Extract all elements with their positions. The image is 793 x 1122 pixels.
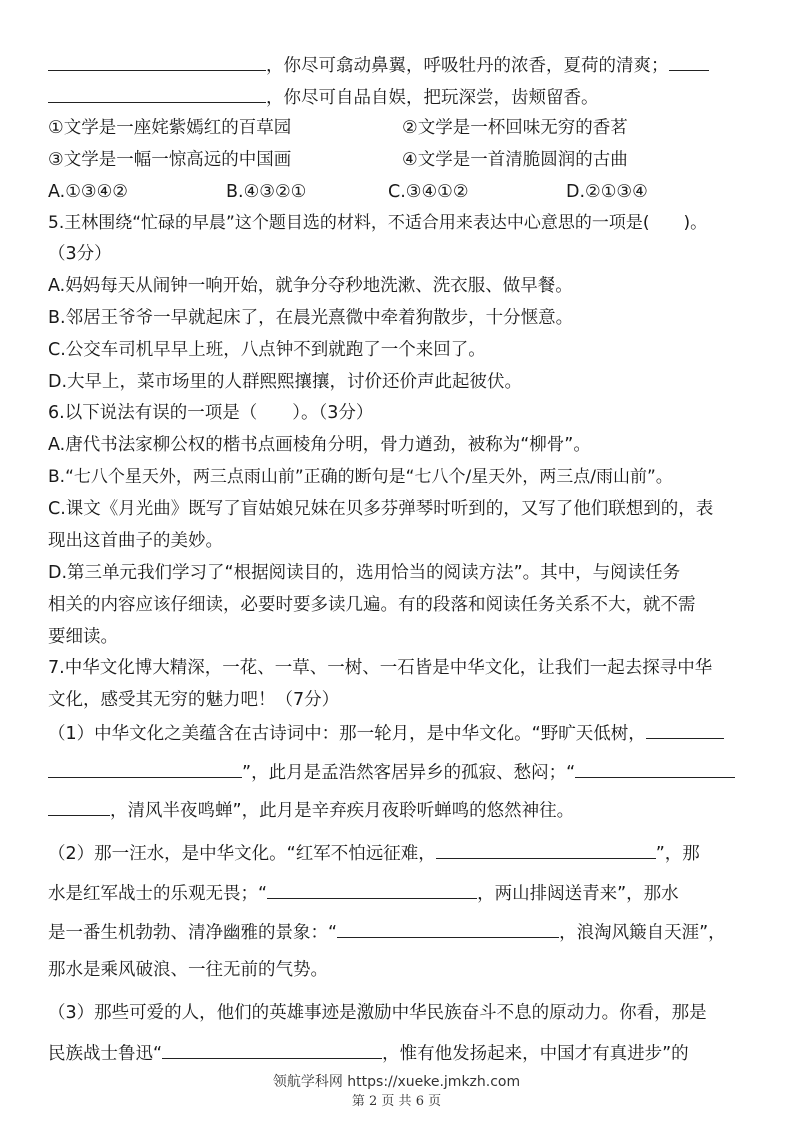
part-1-line	[48, 720, 745, 746]
footer-site: 领航学科网 https://xueke.jmkzh.com	[272, 1074, 521, 1090]
text: ，惟有他发扬起来，中国才有真进步”的	[382, 1044, 689, 1064]
text: 水是红军战士的乐观无畏；“	[48, 884, 268, 904]
answer-blank	[669, 52, 709, 71]
text-line	[48, 52, 745, 78]
question-7: 7.中华文化博大精深，一花、一草、一树、一石皆是中华文化，让我们一起去探寻中华	[48, 658, 713, 678]
q6-option-c-cont: 现出这首曲子的美妙。	[48, 531, 223, 551]
option-line	[48, 148, 745, 172]
text: ，清风半夜鸣蝉”，此月是辛弃疾月夜聆听蝉鸣的悠然神往。	[110, 801, 575, 821]
q5-option-a: A.妈妈每天从闹钟一响开始，就争分夺秒地洗漱、洗衣服、做早餐。	[48, 276, 573, 296]
answer-blank	[48, 797, 110, 816]
q6-option-c: C.课文《月光曲》既写了盲姑娘兄妹在贝多芬弹琴时听到的，又写了他们联想到的，表	[48, 499, 714, 519]
q5-option-b: B.邻居王爷爷一早就起床了，在晨光熹微中牵着狗散步，十分惬意。	[48, 308, 574, 328]
answer-blank	[337, 919, 559, 938]
option-4: ④文学是一首清脆圆润的古曲	[402, 150, 628, 170]
text: ”，此月是孟浩然客居异乡的孤寂、愁闷；“	[242, 763, 576, 783]
question-7-cont: 文化，感受其无穷的魅力吧！（7分）	[48, 690, 340, 710]
part-2-line: 那水是乘风破浪、一往无前的气势。	[48, 960, 328, 980]
answer-blank	[48, 84, 266, 103]
text: （2）那一汪水，是中华文化。“红军不怕远征难，	[48, 844, 436, 864]
question-5: 5.王林围绕“忙碌的早晨”这个题目选的材料，不适合用来表达中心意思的一项是( )。	[48, 213, 708, 233]
text: ，你尽可自品自娱，把玩深尝，齿颊留香。	[266, 88, 599, 108]
choice-c: C.③④①②	[388, 182, 469, 202]
part-2-line	[48, 919, 745, 945]
text: 民族战士鲁迅“	[48, 1044, 163, 1064]
answer-choices	[48, 180, 745, 204]
q6-option-a: A.唐代书法家柳公权的楷书点画棱角分明，骨力遒劲，被称为“柳骨”。	[48, 435, 591, 455]
question-6: 6.以下说法有误的一项是（ ）。（3分）	[48, 403, 374, 423]
option-1: ①文学是一座姹紫嫣红的百草园	[48, 118, 292, 138]
text-line	[48, 84, 745, 110]
q6-option-b: B.“七八个星天外，两三点雨山前”正确的断句是“七八个/星天外，两三点/雨山前”。	[48, 467, 673, 487]
q6-option-d: D.第三单元我们学习了“根据阅读目的，选用恰当的阅读方法”。其中，与阅读任务	[48, 563, 681, 583]
text: ，你尽可翕动鼻翼，呼吸牡丹的浓香，夏荷的清爽；	[266, 56, 669, 76]
part-3-line: （3）那些可爱的人，他们的英雄事迹是激励中华民族奋斗不息的原动力。你看，那是	[48, 1003, 707, 1023]
footer-page-number: 第 2 页 共 6 页	[351, 1094, 442, 1109]
choice-a: A.①③④②	[48, 182, 128, 202]
answer-blank	[646, 720, 724, 739]
q6-option-d-cont: 相关的内容应该仔细读，必要时要多读几遍。有的段落和阅读任务关系不大，就不需	[48, 595, 696, 615]
q6-option-d-cont: 要细读。	[48, 627, 118, 647]
q5-option-c: C.公交车司机早早上班，八点钟不到就跑了一个来回了。	[48, 340, 486, 360]
option-line	[48, 116, 745, 140]
q5-option-d: D.大早上，菜市场里的人群熙熙攘攘，讨价还价声此起彼伏。	[48, 372, 523, 392]
part-1-line	[48, 759, 745, 785]
part-3-line	[48, 1040, 745, 1066]
choice-d: D.②①③④	[566, 182, 648, 202]
answer-blank	[436, 840, 656, 859]
part-2-line	[48, 880, 745, 906]
answer-blank	[48, 759, 242, 778]
part-1-line	[48, 797, 745, 823]
text: ，两山排闼送青来”，那水	[477, 884, 679, 904]
text: ”，那	[655, 844, 700, 864]
part-2-line	[48, 840, 745, 866]
text: ，浪淘风簸自天涯”，	[559, 923, 726, 943]
option-3: ③文学是一幅一惊高远的中国画	[48, 150, 292, 170]
answer-blank	[575, 759, 735, 778]
text: 是一番生机勃勃、清净幽雅的景象：“	[48, 923, 338, 943]
answer-blank	[48, 52, 266, 71]
text: （1）中华文化之美蕴含在古诗词中：那一轮月，是中华文化。“野旷天低树，	[48, 724, 646, 744]
choice-b: B.④③②①	[226, 182, 307, 202]
answer-blank	[162, 1040, 382, 1059]
option-2: ②文学是一杯回味无穷的香茗	[402, 118, 628, 138]
answer-blank	[267, 880, 477, 899]
question-5-score: （3分）	[48, 244, 112, 264]
